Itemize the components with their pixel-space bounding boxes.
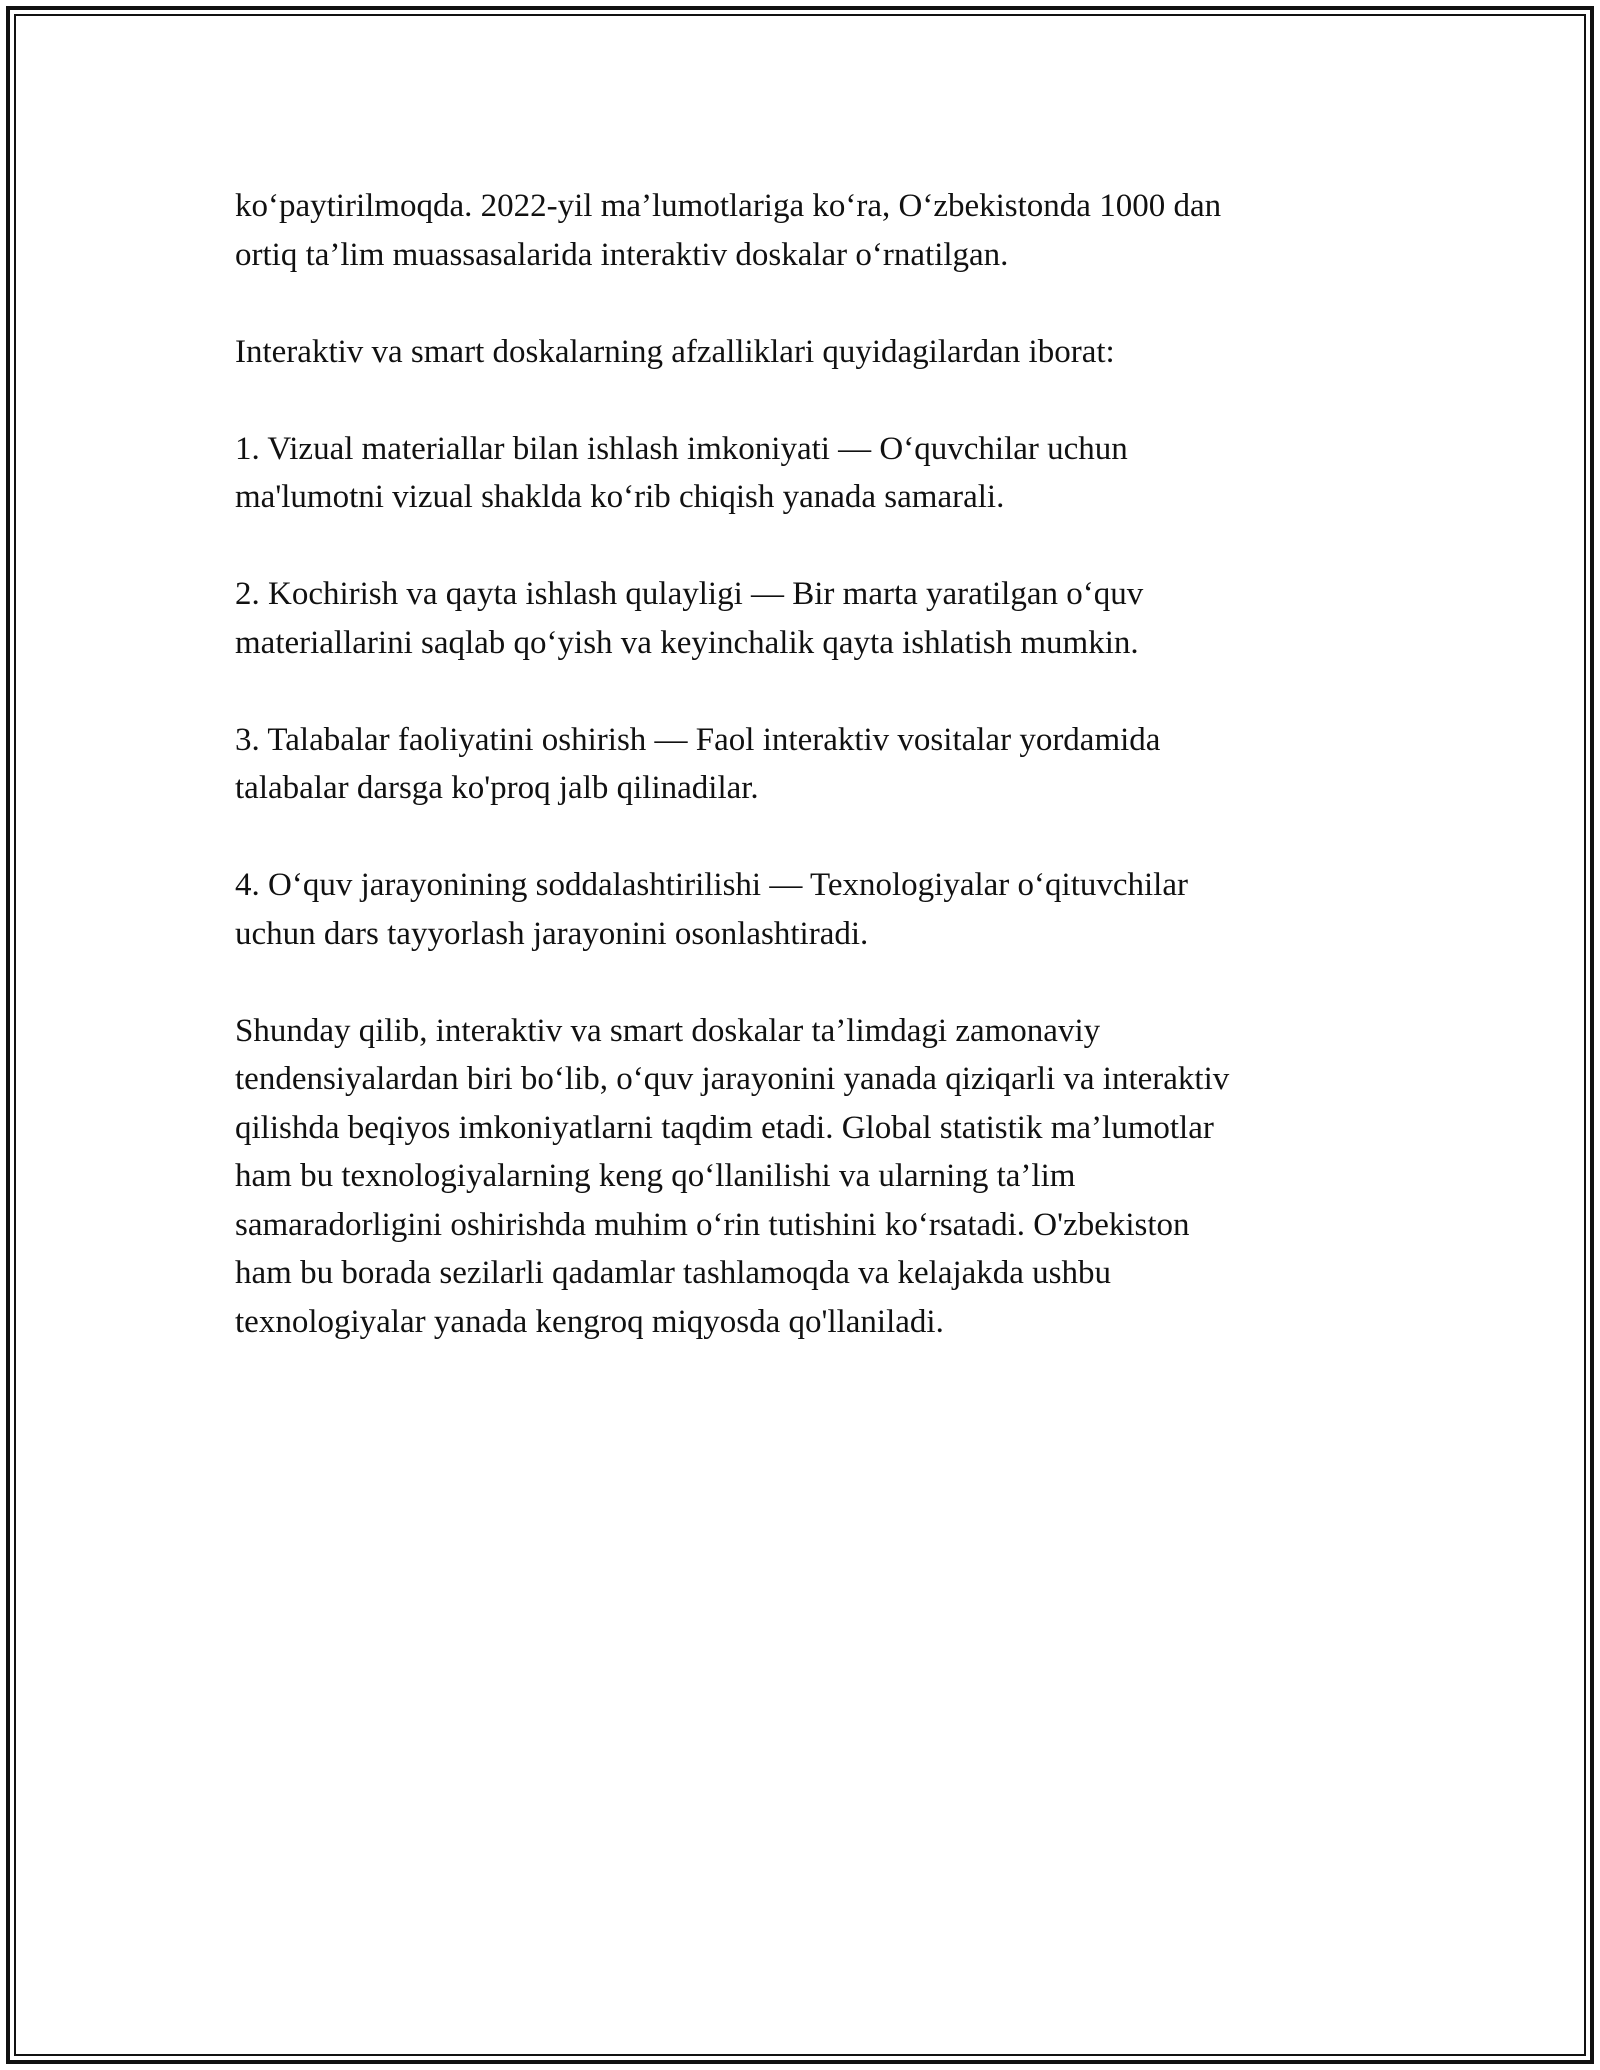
list-item-2: 2. Kochirish va qayta ishlash qulayligi — Bir marta yaratilgan o‘quv materiallarini saqlab qo‘yish va keyinchalik qayta ishlatish mumkin.	[235, 576, 1144, 661]
paragraph-advantages-intro: Interaktiv va smart doskalarning afzalliklari quyidagilardan iborat:	[235, 333, 1115, 370]
list-item-4: 4. O‘quv jarayonining soddalashtirilishi — Texnologiyalar o‘qituvchilar uchun dars tayyorlash jarayonini osonlashtiradi.	[235, 867, 1188, 952]
paragraph-conclusion: Shunday qilib, interaktiv va smart doskalar ta’limdagi zamonaviy tendensiyalardan biri bo‘lib, o‘quv jarayonini yanada qiziqarli va interaktiv qilishda beqiyos imkoniyatlarni taqdim etadi. Global statistik ma’lumotlar ham bu texnologiyalarning keng qo‘llanilishi va ularning ta’lim samaradorligini oshirishda muhim o‘rin tutishini ko‘rsatadi. O'zbekiston ham bu borada sezilarli qadamlar tashlamoqda va kelajakda ushbu texnologiyalar yanada kengroq miqyosda qo'llaniladi.	[235, 1012, 1230, 1340]
list-item-1: 1. Vizual materiallar bilan ishlash imkoniyati — O‘quvchilar uchun ma'lumotni vizual shaklda ko‘rib chiqish yanada samarali.	[235, 430, 1128, 515]
paragraph-statistics: ko‘paytirilmoqda. 2022-yil ma’lumotlariga ko‘ra, O‘zbekistonda 1000 dan ortiq ta’lim muassasalarida interaktiv doskalar o‘rnatilgan.	[235, 188, 1222, 273]
list-item-3: 3. Talabalar faoliyatini oshirish — Faol interaktiv vositalar yordamida talabalar darsga ko'proq jalb qilinadilar.	[235, 721, 1161, 806]
document-body	[235, 182, 1365, 1395]
